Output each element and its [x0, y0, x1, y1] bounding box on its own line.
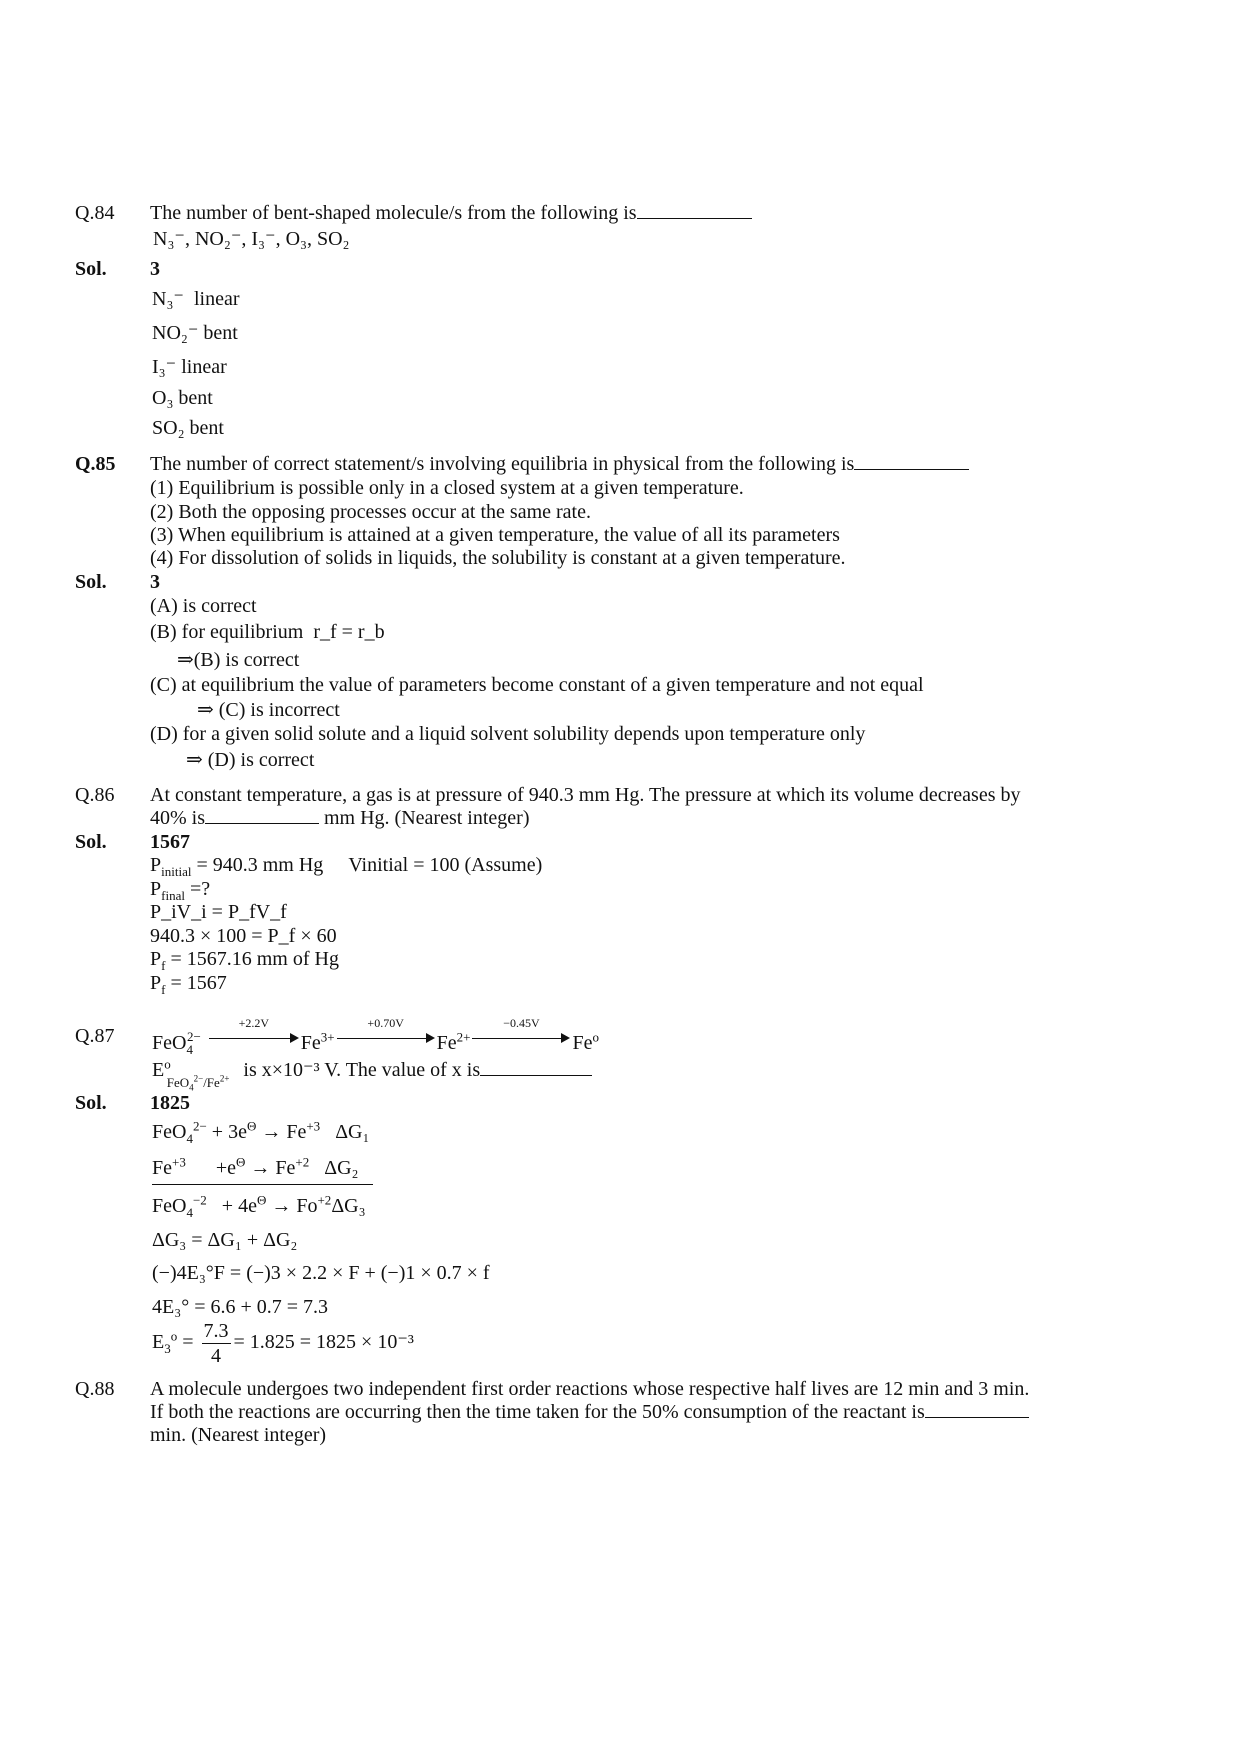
q88-line3: min. (Nearest integer) [150, 1424, 327, 1446]
q88-label: Q.88 [75, 1378, 115, 1400]
q86-p-final: $P_{final}$ =? [150, 878, 211, 903]
arrow-icon: +0.70V [335, 1023, 437, 1049]
q84-item: SO₂ bent [152, 417, 224, 439]
q86-label: Q.86 [75, 784, 115, 806]
answer-blank [637, 200, 752, 219]
q85-label: Q.85 [75, 453, 116, 475]
q84-item: NO₂⁻ bent [152, 322, 238, 344]
answer-blank [205, 805, 319, 824]
q84-species: N₃⁻, NO₂⁻, I₃⁻, O₃, SO₂ [153, 228, 350, 250]
q85-question: The number of correct statement/s involving equilibria in physical from the following is [150, 451, 969, 477]
answer-blank [480, 1057, 592, 1076]
q86-answer: 1567 [150, 831, 190, 853]
q87-sum-eq: 4E₃° = 6.6 + 0.7 = 7.3 [152, 1296, 329, 1318]
q86-pf-result: $P_f = 1567$ [150, 972, 227, 997]
q85-sol-label: Sol. [75, 571, 107, 593]
q85-sol-b: (B) for equilibrium r_f = r_b [150, 621, 385, 643]
q84-question: The number of bent-shaped molecule/s from the following is [150, 200, 752, 226]
q87-dg-sum: ΔG₃ = ΔG₁ + ΔG₂ [152, 1229, 298, 1251]
q87-label: Q.87 [75, 1025, 115, 1047]
equilibrium-rate-eq: r_f = r_b [313, 621, 385, 643]
q85-statement: (3) When equilibrium is attained at a given temperature, the value of all its parameters [150, 524, 840, 546]
q85-sol-d: (D) for a given solid solute and a liquid solvent solubility depends upon temperature only [150, 723, 866, 745]
q85-sol-a: (A) is correct [150, 595, 257, 617]
q85-sol-c-conclusion: ⇒ (C) is incorrect [197, 699, 340, 721]
q85-answer: 3 [150, 571, 160, 593]
q87-reaction-chain: FeO$_4^{2-}$ +2.2V $Fe^{3+}$ +0.70V $Fe^{2+}$ −0.45V Fe$^o$ [152, 1016, 599, 1057]
answer-blank [854, 451, 969, 470]
q86-question-line2: 40% is mm Hg. (Nearest integer) [150, 807, 530, 829]
fraction: $\frac{7.3}{4}$ [203, 1320, 229, 1367]
q84-answer: 3 [150, 258, 160, 280]
q87-question: $E^o_{FeO_4^{2-}/Fe^{2+}}$ is x×10⁻³ V. The value of x is [152, 1057, 592, 1083]
q85-sol-b-conclusion: ⇒(B) is correct [177, 649, 300, 671]
q87-sol-label: Sol. [75, 1092, 107, 1114]
q86-boyle-law: P_iV_i = P_fV_f [150, 901, 287, 923]
sum-divider [152, 1184, 373, 1185]
q84-label: Q.84 [75, 202, 115, 224]
q86-substitution: 940.3 × 100 = P_f × 60 [150, 925, 337, 947]
q85-statement: (4) For dissolution of solids in liquids, the solubility is constant at a given temperature. [150, 547, 846, 569]
arrow-icon: +2.2V [207, 1023, 301, 1049]
q85-sol-c: (C) at equilibrium the value of parameters become constant of a given temperature and not equal [150, 674, 924, 696]
q87-half-reaction-1: $FeO_4^{2-} + 3e^\Theta \to Fe^{+3}$ ΔG₁ [152, 1118, 370, 1146]
q85-statement: (1) Equilibrium is possible only in a closed system at a given temperature. [150, 477, 744, 499]
arrow-icon: −0.45V [470, 1023, 572, 1049]
q88-line2: If both the reactions are occurring then the time taken for the 50% consumption of the reactant is [150, 1399, 1029, 1425]
q87-energy-eq: (−)4E₃°F = (−)3 × 2.2 × F + (−)1 × 0.7 × f [152, 1262, 490, 1284]
q86-pf-calc: $P_f = 1567.16$ mm of Hg [150, 948, 339, 973]
q86-p-initial: $P_{initial} = 940.3$ mm Hg Vinitial = 100 (Assume) [150, 854, 543, 879]
q84-item: O₃ bent [152, 387, 213, 409]
q84-sol-label: Sol. [75, 258, 107, 280]
q85-sol-d-conclusion: ⇒ (D) is correct [186, 749, 315, 771]
answer-blank [925, 1399, 1029, 1418]
q87-result: $E_3^o$ = $\frac{7.3}{4}$ = 1.825 = 1825 × 10⁻³ [152, 1320, 414, 1367]
q87-half-reaction-2: $Fe^{+3}$ $+e^\Theta \to Fe^{+2}$ ΔG₂ [152, 1154, 359, 1179]
q87-net-reaction: $FeO_4^{-2} + 4e^\Theta \to Fo^{+2}\Delta G_3$ [152, 1192, 366, 1220]
q87-answer: 1825 [150, 1092, 190, 1114]
q85-statement: (2) Both the opposing processes occur at the same rate. [150, 501, 591, 523]
q84-item: I₃⁻ linear [152, 356, 227, 378]
q86-sol-label: Sol. [75, 831, 107, 853]
q88-line1: A molecule undergoes two independent first order reactions whose respective half lives are 12 min and 3 min. [150, 1378, 1030, 1400]
q86-question-line1: At constant temperature, a gas is at pressure of 940.3 mm Hg. The pressure at which its volume decreases by [150, 784, 1021, 806]
q84-item: N₃⁻ linear [152, 288, 240, 310]
